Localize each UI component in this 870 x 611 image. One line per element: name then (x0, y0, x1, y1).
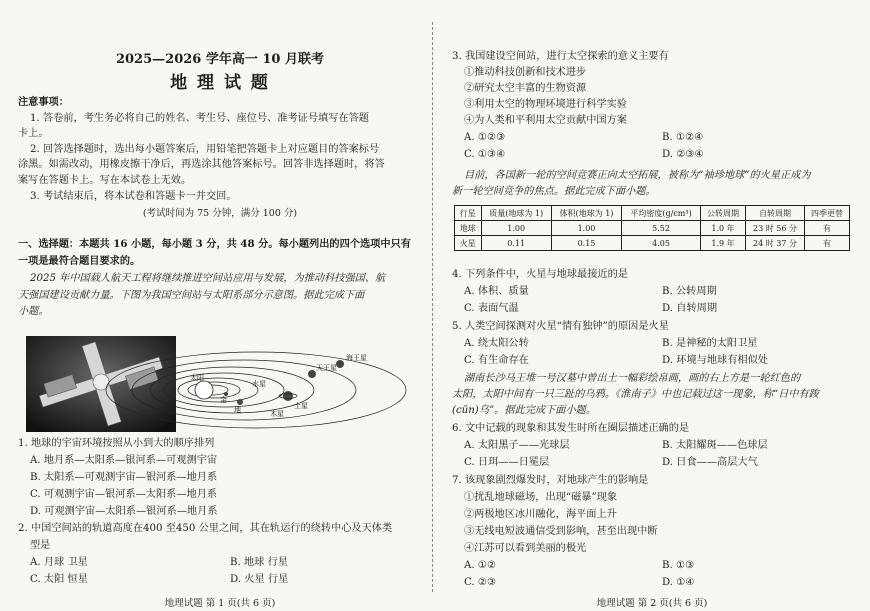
q2-option-b: B. 地球 行星 (230, 557, 288, 568)
q2-option-a: A. 月球 卫星 (30, 557, 88, 568)
label-saturn: 土星 (294, 402, 308, 410)
q4-option-b: B. 公转周期 (662, 286, 717, 297)
q3-item-2: ②研究太空丰富的生物资源 (464, 83, 587, 94)
table-cell: 地球 (455, 221, 482, 236)
q3-stem: 3. 我国建设空间站，进行太空探索的意义主要有 (452, 51, 669, 62)
page-2-footer: 地理试题 第 2 页(共 6 页) (596, 598, 708, 609)
neptune-icon (336, 360, 344, 368)
q1-stem: 1. 地球的宇宙环境按照从小到大的顺序排列 (18, 438, 215, 449)
label-mercury: 水星 (252, 380, 266, 388)
table-header-cell: 四季更替 (804, 206, 849, 221)
table-cell: 23 时 56 分 (746, 221, 805, 236)
silk-intro-b: 太阳，太阳中间有一只三趾的乌鸦。《淮南子》中也记载过这一现象，称“日中有踆 (452, 389, 819, 400)
q3-option-d: D. ②③④ (662, 149, 704, 160)
table-cell: 5.52 (622, 221, 701, 236)
table-cell: 有 (804, 236, 849, 251)
page-1-footer: 地理试题 第 1 页(共 6 页) (164, 598, 276, 609)
label-uranus: 天王星 (316, 364, 337, 372)
silk-intro-c: (cūn)乌”。据此完成下面小题。 (452, 405, 597, 416)
q7-item-3: ③无线电短波通信受到影响，甚至出现中断 (464, 526, 658, 537)
notice-1a: 1. 答卷前，考生务必将自己的姓名、考生号、座位号、准考证号填写在答题 (30, 113, 369, 124)
q3-option-c: C. ①③④ (464, 149, 506, 160)
notice-2a: 2. 回答选择题时，选出每小题答案后，用铅笔把答题卡上对应题目的答案标号 (30, 144, 380, 155)
table-row (455, 236, 850, 251)
table-row (455, 221, 850, 236)
q5-stem: 5. 人类空间探测对火星“情有独钟”的原因是火星 (452, 321, 669, 332)
space-station-figure (26, 336, 410, 432)
label-jupiter: 木星 (270, 410, 284, 418)
q1-option-b: B. 太阳系—可观测宇宙—银河系—地月系 (30, 472, 218, 483)
mars-intro-a: 目前，各国新一轮的空间竞赛正向太空拓展，被称为“袖珍地球”的火星正成为 (464, 170, 811, 181)
time-note: (考试时间为 75 分钟，满分 100 分) (142, 208, 298, 219)
q3-option-a: A. ①②③ (464, 132, 506, 143)
notice-1b: 卡上。 (18, 128, 49, 139)
table-header-row (455, 206, 850, 221)
intro-b: 天强国建设贡献力量。下图为我国空间站与太阳系部分示意图。据此完成下面 (18, 290, 365, 301)
table-cell: 1.9 年 (701, 236, 746, 251)
q4-option-a: A. 体积、质量 (464, 286, 529, 297)
label-venus: 金 (220, 396, 227, 404)
q4-option-d: D. 自转周期 (662, 303, 718, 314)
q4-option-c: C. 表面气温 (464, 303, 519, 314)
q7-stem: 7. 该现象剧烈爆发时，对地球产生的影响是 (452, 475, 649, 486)
q5-option-c: C. 有生命存在 (464, 355, 529, 366)
table-cell: 0.11 (481, 236, 551, 251)
q3-option-b: B. ①②④ (662, 132, 704, 143)
notice-2b: 涂黑。如需改动，用橡皮擦干净后，再选涂其他答案标号。回答非选择题时，将答 (18, 159, 385, 170)
q7-item-1: ①扰乱地球磁场，出现“磁暴”现象 (464, 492, 618, 503)
q6-stem: 6. 文中记载的现象和其发生时所在圈层描述正确的是 (452, 423, 690, 434)
section-1a: 一、选择题：本题共 16 小题，每小题 3 分，共 48 分。每小题列出的四个选项中只有 (18, 238, 411, 250)
saturn-icon (283, 391, 293, 401)
table-header-cell: 质量(地球为 1) (481, 206, 551, 221)
label-neptune: 海王星 (346, 354, 367, 362)
q5-option-d: D. 环境与地球有相似处 (662, 355, 768, 366)
sun-icon (195, 381, 213, 399)
q3-item-4: ④为人类和平利用太空贡献中国方案 (464, 115, 627, 126)
label-sun: 太阳 (190, 374, 204, 382)
intro-a: 2025 年中国载人航天工程将继续推进空间站应用与发展，为推动科技强国、航 (30, 273, 386, 284)
table-cell: 0.15 (551, 236, 621, 251)
page-1 (18, 0, 422, 611)
table-cell: 1.0 年 (701, 221, 746, 236)
q3-item-1: ①推动科技创新和技术进步 (464, 67, 587, 78)
notice-title: 注意事项： (18, 96, 69, 108)
q7-option-b: B. ①③ (662, 560, 695, 571)
q6-option-c: C. 日珥——日冕层 (464, 457, 550, 468)
section-1b: 一项是最符合题目要求的。 (18, 255, 141, 267)
mars-intro-b: 新一轮空间竞争的焦点。据此完成下面小题。 (452, 186, 656, 197)
page-divider (432, 22, 434, 592)
q6-option-a: A. 太阳黑子——光球层 (464, 440, 570, 451)
table-header-cell: 平均密度(g/cm³) (622, 206, 701, 221)
q7-item-4: ④江苏可以看到美丽的极光 (464, 543, 587, 554)
q7-item-2: ②两极地区冰川融化，海平面上升 (464, 509, 617, 520)
notice-2c: 案写在答题卡上。写在本试卷上无效。 (18, 175, 192, 186)
table-cell: 1.00 (551, 221, 621, 236)
notice-3: 3. 考试结束后，将本试卷和答题卡一并交回。 (30, 191, 237, 202)
table-cell: 1.00 (481, 221, 551, 236)
q1-option-a: A. 地月系—太阳系—银河系—可观测宇宙 (30, 455, 218, 466)
table-cell: 4.05 (622, 236, 701, 251)
table-cell: 24 时 37 分 (746, 236, 805, 251)
table-header-cell: 自转周期 (746, 206, 805, 221)
exam-header: 2025—2026 学年高一 10 月联考 (115, 52, 325, 67)
table-cell: 火星 (455, 236, 482, 251)
silk-intro-a: 湖南长沙马王堆一号汉墓中曾出土一幅彩绘帛画，画的右上方是一轮红色的 (464, 373, 801, 384)
q7-option-a: A. ①② (464, 560, 497, 571)
page-2 (452, 0, 852, 611)
table-header-cell: 体积(地球为 1) (551, 206, 621, 221)
q5-option-b: B. 是神秘的太阳卫星 (662, 338, 758, 349)
earth-icon (237, 399, 243, 405)
q1-option-d: D. 可观测宇宙—太阳系—银河系—地月系 (30, 506, 218, 517)
q2-stem-a: 2. 中国空间站的轨道高度在400 至450 公里之间，其在轨运行的绕转中心及天体类 (18, 523, 393, 534)
q1-option-c: C. 可观测宇宙—银河系—太阳系—地月系 (30, 489, 218, 500)
q6-option-b: B. 太阳耀斑——色球层 (662, 440, 768, 451)
subject-title: 地 理 试 题 (170, 73, 270, 93)
q2-option-c: C. 太阳 恒星 (30, 574, 88, 585)
table-header-cell: 公转周期 (701, 206, 746, 221)
q4-stem: 4. 下列条件中，火星与地球最接近的是 (452, 269, 628, 280)
q2-option-d: D. 火星 行星 (230, 574, 289, 585)
table-cell: 有 (804, 221, 849, 236)
uranus-icon (308, 370, 316, 378)
q6-option-d: D. 日食——高层大气 (662, 457, 758, 468)
table-header-cell: 行星 (455, 206, 482, 221)
planet-property-table (454, 205, 850, 251)
q7-option-c: C. ②③ (464, 577, 497, 588)
q7-option-d: D. ①④ (662, 577, 695, 588)
intro-c: 小题。 (18, 306, 49, 317)
q5-option-a: A. 绕太阳公转 (464, 338, 529, 349)
q2-stem-b: 型是 (30, 540, 51, 551)
label-earth: 地 (234, 406, 241, 414)
q3-item-3: ③利用太空的物理环境进行科学实验 (464, 99, 627, 110)
